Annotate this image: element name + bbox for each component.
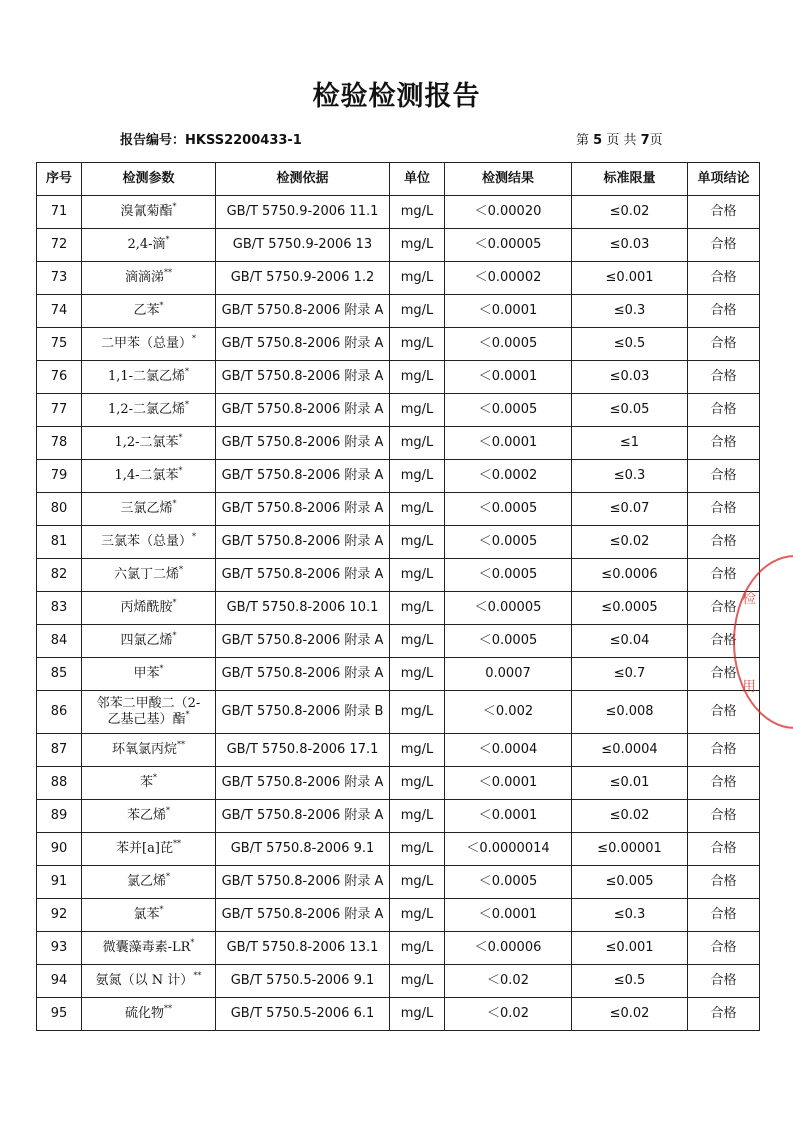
param-name: 苯并[a]芘 [116,841,173,856]
conclusion-cell: 合格 [688,427,760,460]
param-name: 四氯乙烯 [120,633,173,648]
param-cell [82,262,216,295]
param-name: 二甲苯（总量） [100,336,192,351]
accreditation-mark: * [153,773,157,782]
accreditation-mark: * [185,710,190,719]
unit-cell: mg/L [390,767,445,800]
row-number: 86 [37,691,82,734]
row-number: 76 [37,361,82,394]
table-row [37,592,760,625]
limit-cell: ≤0.0004 [572,734,688,767]
col-header-basis: 检测依据 [216,163,390,196]
table-row [37,526,760,559]
basis-cell: GB/T 5750.9-2006 13 [216,229,390,262]
row-number: 88 [37,767,82,800]
basis-cell: GB/T 5750.8-2006 附录 A [216,800,390,833]
row-number: 82 [37,559,82,592]
result-cell: ＜0.0005 [445,866,572,899]
result-cell: 0.0007 [445,658,572,691]
limit-cell: ≤0.0006 [572,559,688,592]
param-name-line2: 乙基己基）酯 [107,712,186,727]
accreditation-mark: * [159,905,164,914]
table-row [37,394,760,427]
param-cell [82,998,216,1031]
row-number: 95 [37,998,82,1031]
row-number: 92 [37,899,82,932]
page-mid: 页 共 [606,133,637,148]
unit-cell: mg/L [390,932,445,965]
unit-cell: mg/L [390,295,445,328]
conclusion-cell: 合格 [688,559,760,592]
conclusion-cell: 合格 [688,493,760,526]
basis-cell: GB/T 5750.8-2006 附录 A [216,427,390,460]
col-header-limit: 标准限量 [572,163,688,196]
param-cell [82,559,216,592]
table-row [37,328,760,361]
unit-cell: mg/L [390,229,445,262]
basis-cell: GB/T 5750.8-2006 附录 A [216,899,390,932]
param-cell [82,394,216,427]
table-row [37,460,760,493]
basis-cell: GB/T 5750.8-2006 9.1 [216,833,390,866]
conclusion-cell: 合格 [688,734,760,767]
accreditation-mark: * [166,872,170,881]
basis-cell: GB/T 5750.8-2006 10.1 [216,592,390,625]
result-cell: ＜0.0005 [445,526,572,559]
col-header-no: 序号 [37,163,82,196]
param-name: 2,4-滴 [127,237,166,252]
unit-cell: mg/L [390,734,445,767]
basis-cell: GB/T 5750.8-2006 附录 A [216,394,390,427]
table-row [37,932,760,965]
unit-cell: mg/L [390,998,445,1031]
unit-cell: mg/L [390,526,445,559]
accreditation-mark: * [178,466,183,475]
param-name: 氨氮（以 N 计） [95,973,194,988]
limit-cell: ≤0.0005 [572,592,688,625]
unit-cell: mg/L [390,866,445,899]
unit-cell: mg/L [390,833,445,866]
result-cell: ＜0.0001 [445,295,572,328]
param-name: 1,4-二氯苯 [114,468,179,483]
param-name: 1,2-二氯苯 [114,435,179,450]
conclusion-cell: 合格 [688,361,760,394]
param-cell [82,932,216,965]
param-name: 甲苯 [133,666,160,681]
param-name: 环氧氯丙烷 [111,742,177,757]
limit-cell: ≤0.02 [572,800,688,833]
unit-cell: mg/L [390,262,445,295]
table-row [37,691,760,734]
conclusion-cell: 合格 [688,658,760,691]
row-number: 89 [37,800,82,833]
basis-cell: GB/T 5750.8-2006 附录 A [216,526,390,559]
table-row [37,998,760,1031]
row-number: 75 [37,328,82,361]
limit-cell: ≤0.02 [572,998,688,1031]
conclusion-cell: 合格 [688,800,760,833]
row-number: 87 [37,734,82,767]
test-results-table [36,162,760,1031]
param-name: 微囊藻毒素-LR [102,940,191,955]
row-number: 73 [37,262,82,295]
limit-cell: ≤0.03 [572,229,688,262]
row-number: 85 [37,658,82,691]
row-number: 81 [37,526,82,559]
accreditation-mark: * [172,631,177,640]
param-cell [82,833,216,866]
accreditation-mark: * [172,598,177,607]
conclusion-cell: 合格 [688,592,760,625]
accreditation-mark: * [179,565,183,574]
param-cell [82,361,216,394]
param-name: 苯乙烯 [126,808,166,823]
param-cell [82,229,216,262]
table-row [37,196,760,229]
accreditation-mark: * [166,806,170,815]
basis-cell: GB/T 5750.8-2006 附录 A [216,460,390,493]
table-row [37,899,760,932]
unit-cell: mg/L [390,691,445,734]
row-number: 78 [37,427,82,460]
param-cell [82,800,216,833]
unit-cell: mg/L [390,658,445,691]
basis-cell: GB/T 5750.8-2006 附录 A [216,625,390,658]
conclusion-cell: 合格 [688,998,760,1031]
param-name: 苯 [139,775,153,790]
param-name: 六氯丁二烯 [113,567,179,582]
param-name: 三氯苯（总量） [100,534,192,549]
param-cell [82,658,216,691]
param-cell [82,295,216,328]
limit-cell: ≤0.01 [572,767,688,800]
unit-cell: mg/L [390,800,445,833]
result-cell: ＜0.00006 [445,932,572,965]
basis-cell: GB/T 5750.8-2006 13.1 [216,932,390,965]
accreditation-mark: * [178,433,183,442]
basis-cell: GB/T 5750.8-2006 附录 A [216,559,390,592]
param-cell [82,427,216,460]
table-body [37,196,760,1031]
result-cell: ＜0.0004 [445,734,572,767]
conclusion-cell: 合格 [688,295,760,328]
limit-cell: ≤0.04 [572,625,688,658]
page-suffix: 页 [649,133,663,148]
conclusion-cell: 合格 [688,767,760,800]
table-row [37,767,760,800]
limit-cell: ≤0.3 [572,899,688,932]
table-row [37,658,760,691]
limit-cell: ≤0.07 [572,493,688,526]
limit-cell: ≤0.001 [572,932,688,965]
basis-cell: GB/T 5750.8-2006 附录 A [216,328,390,361]
param-name: 滴滴涕 [124,270,164,285]
report-number: 报告编号：HKSS2200433-1 [120,133,302,148]
basis-cell: GB/T 5750.9-2006 11.1 [216,196,390,229]
result-cell: ＜0.0005 [445,394,572,427]
accreditation-mark: ** [172,839,181,848]
stamp-text-b: 用 [742,679,756,695]
table-row [37,559,760,592]
page-prefix: 第 [576,133,590,148]
unit-cell: mg/L [390,196,445,229]
param-cell [82,625,216,658]
limit-cell: ≤0.02 [572,196,688,229]
row-number: 74 [37,295,82,328]
conclusion-cell: 合格 [688,965,760,998]
accreditation-mark: * [185,367,190,376]
limit-cell: ≤0.02 [572,526,688,559]
param-cell [82,965,216,998]
limit-cell: ≤0.03 [572,361,688,394]
accreditation-mark: ** [177,740,185,749]
table-row [37,800,760,833]
table-row [37,734,760,767]
limit-cell: ≤0.00001 [572,833,688,866]
param-name: 氯乙烯 [126,874,166,889]
row-number: 77 [37,394,82,427]
result-cell: ＜0.02 [445,965,572,998]
result-cell: ＜0.0005 [445,328,572,361]
limit-cell: ≤0.005 [572,866,688,899]
result-cell: ＜0.02 [445,998,572,1031]
conclusion-cell: 合格 [688,460,760,493]
accreditation-mark: * [165,235,170,244]
limit-cell: ≤0.008 [572,691,688,734]
conclusion-cell: 合格 [688,866,760,899]
conclusion-cell: 合格 [688,625,760,658]
row-number: 90 [37,833,82,866]
accreditation-mark: * [192,532,196,541]
conclusion-cell: 合格 [688,262,760,295]
unit-cell: mg/L [390,592,445,625]
row-number: 93 [37,932,82,965]
accreditation-mark: * [172,202,177,211]
conclusion-cell: 合格 [688,932,760,965]
limit-cell: ≤0.001 [572,262,688,295]
result-cell: ＜0.0001 [445,899,572,932]
conclusion-cell: 合格 [688,833,760,866]
basis-cell: GB/T 5750.8-2006 17.1 [216,734,390,767]
result-cell: ＜0.0001 [445,800,572,833]
accreditation-mark: * [159,664,164,673]
basis-cell: GB/T 5750.9-2006 1.2 [216,262,390,295]
table-row [37,965,760,998]
conclusion-cell: 合格 [688,526,760,559]
conclusion-cell: 合格 [688,229,760,262]
basis-cell: GB/T 5750.8-2006 附录 A [216,767,390,800]
accreditation-mark: * [190,938,195,947]
conclusion-cell: 合格 [688,691,760,734]
unit-cell: mg/L [390,899,445,932]
col-header-unit: 单位 [390,163,445,196]
unit-cell: mg/L [390,965,445,998]
accreditation-mark: ** [193,971,202,980]
param-name: 氯苯 [133,907,160,922]
unit-cell: mg/L [390,625,445,658]
basis-cell: GB/T 5750.8-2006 附录 A [216,361,390,394]
col-header-conclusion: 单项结论 [688,163,760,196]
row-number: 84 [37,625,82,658]
row-number: 80 [37,493,82,526]
limit-cell: ≤0.05 [572,394,688,427]
row-number: 83 [37,592,82,625]
param-name: 邻苯二甲酸二（2- [96,696,201,711]
basis-cell: GB/T 5750.5-2006 6.1 [216,998,390,1031]
table-row [37,295,760,328]
basis-cell: GB/T 5750.8-2006 附录 A [216,295,390,328]
table-row [37,361,760,394]
accreditation-mark: * [192,334,196,343]
page-indicator [576,129,663,148]
param-cell [82,734,216,767]
param-cell [82,866,216,899]
result-cell: ＜0.0005 [445,625,572,658]
result-cell: ＜0.0000014 [445,833,572,866]
param-name: 丙烯酰胺 [120,600,173,615]
param-cell [82,691,216,734]
table-row [37,866,760,899]
param-cell [82,493,216,526]
limit-cell: ≤1 [572,427,688,460]
result-cell: ＜0.0005 [445,493,572,526]
limit-cell: ≤0.3 [572,295,688,328]
row-number: 79 [37,460,82,493]
conclusion-cell: 合格 [688,328,760,361]
report-title: 检验检测报告 [312,81,481,112]
param-cell [82,767,216,800]
param-cell [82,526,216,559]
result-cell: ＜0.002 [445,691,572,734]
row-number: 71 [37,196,82,229]
param-cell [82,592,216,625]
stamp-text-a: 检 [742,591,756,607]
result-cell: ＜0.00020 [445,196,572,229]
accreditation-mark: ** [164,268,172,277]
param-name: 硫化物 [124,1006,164,1021]
table-row [37,262,760,295]
basis-cell: GB/T 5750.5-2006 9.1 [216,965,390,998]
accreditation-mark: * [185,400,190,409]
basis-cell: GB/T 5750.8-2006 附录 A [216,493,390,526]
param-cell [82,460,216,493]
page-current: 5 [593,133,603,148]
col-header-result: 检测结果 [445,163,572,196]
param-cell [82,328,216,361]
table-row [37,833,760,866]
page-total: 7 [640,133,650,148]
result-cell: ＜0.00005 [445,592,572,625]
unit-cell: mg/L [390,328,445,361]
unit-cell: mg/L [390,427,445,460]
accreditation-mark: * [172,499,177,508]
col-header-param: 检测参数 [82,163,216,196]
basis-cell: GB/T 5750.8-2006 附录 A [216,658,390,691]
result-cell: ＜0.00005 [445,229,572,262]
result-cell: ＜0.0002 [445,460,572,493]
table-header-row [37,163,760,196]
param-cell [82,196,216,229]
param-name: 乙苯 [133,303,160,318]
accreditation-mark: ** [164,1004,172,1013]
row-number: 72 [37,229,82,262]
row-number: 94 [37,965,82,998]
table-row [37,625,760,658]
unit-cell: mg/L [390,361,445,394]
limit-cell: ≤0.5 [572,965,688,998]
basis-cell: GB/T 5750.8-2006 附录 A [216,866,390,899]
param-name: 三氯乙烯 [120,501,173,516]
result-cell: ＜0.0001 [445,767,572,800]
conclusion-cell: 合格 [688,196,760,229]
result-cell: ＜0.0005 [445,559,572,592]
param-name: 溴氰菊酯 [120,204,173,219]
param-name: 1,1-二氯乙烯 [107,369,186,384]
limit-cell: ≤0.7 [572,658,688,691]
basis-cell: GB/T 5750.8-2006 附录 B [216,691,390,734]
result-cell: ＜0.0001 [445,427,572,460]
unit-cell: mg/L [390,493,445,526]
unit-cell: mg/L [390,559,445,592]
conclusion-cell: 合格 [688,899,760,932]
result-cell: ＜0.00002 [445,262,572,295]
limit-cell: ≤0.3 [572,460,688,493]
table-row [37,427,760,460]
unit-cell: mg/L [390,460,445,493]
param-cell [82,899,216,932]
row-number: 91 [37,866,82,899]
table-row [37,229,760,262]
result-cell: ＜0.0001 [445,361,572,394]
table-row [37,493,760,526]
conclusion-cell: 合格 [688,394,760,427]
limit-cell: ≤0.5 [572,328,688,361]
param-name: 1,2-二氯乙烯 [107,402,186,417]
accreditation-mark: * [159,301,164,310]
unit-cell: mg/L [390,394,445,427]
